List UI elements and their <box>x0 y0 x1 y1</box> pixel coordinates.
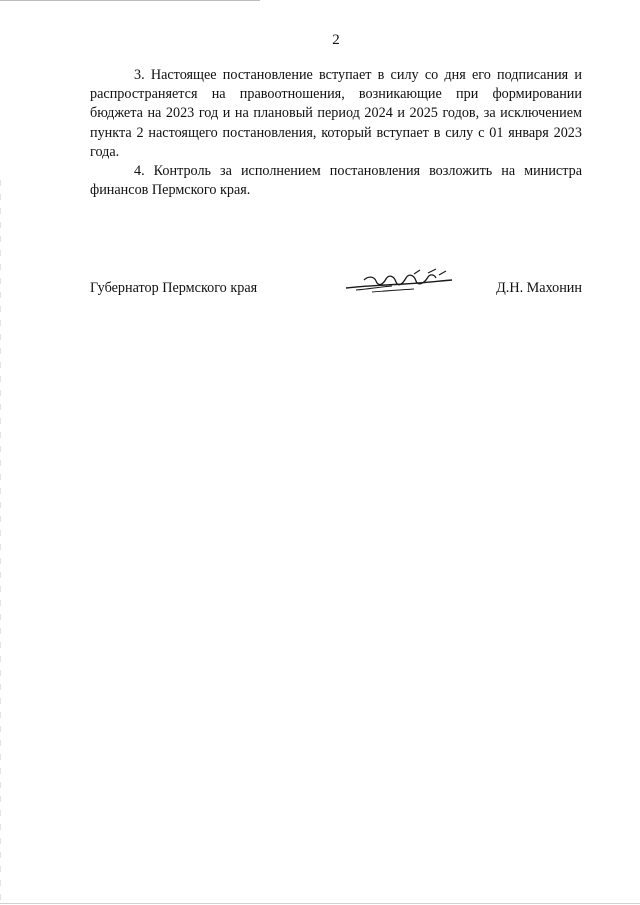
paragraph-4: 4. Контроль за исполнением постановления возложить на министра финансов Пермского края. <box>90 163 582 199</box>
paragraph-3: 3. Настоящее постановление вступает в силу со дня его подписания и распространяется на правоотношения, возникающие при формировании бюджета на 2023 год и на плановый период 2024 и 2025 годов, за исключением пункта 2 настоящего постановления, который вступает в силу с 01 января 2023 года. <box>90 67 582 160</box>
signature-block <box>90 278 582 302</box>
signer-title: Губернатор Пермского края <box>90 280 258 296</box>
handwritten-signature <box>344 268 454 298</box>
page-number: 2 <box>332 32 340 48</box>
signer-name: Д.Н. Махонин <box>496 280 582 296</box>
scan-bottom-edge <box>0 903 640 904</box>
document-body <box>90 66 582 200</box>
scan-top-edge <box>0 0 260 1</box>
scan-left-edge <box>0 180 1 900</box>
